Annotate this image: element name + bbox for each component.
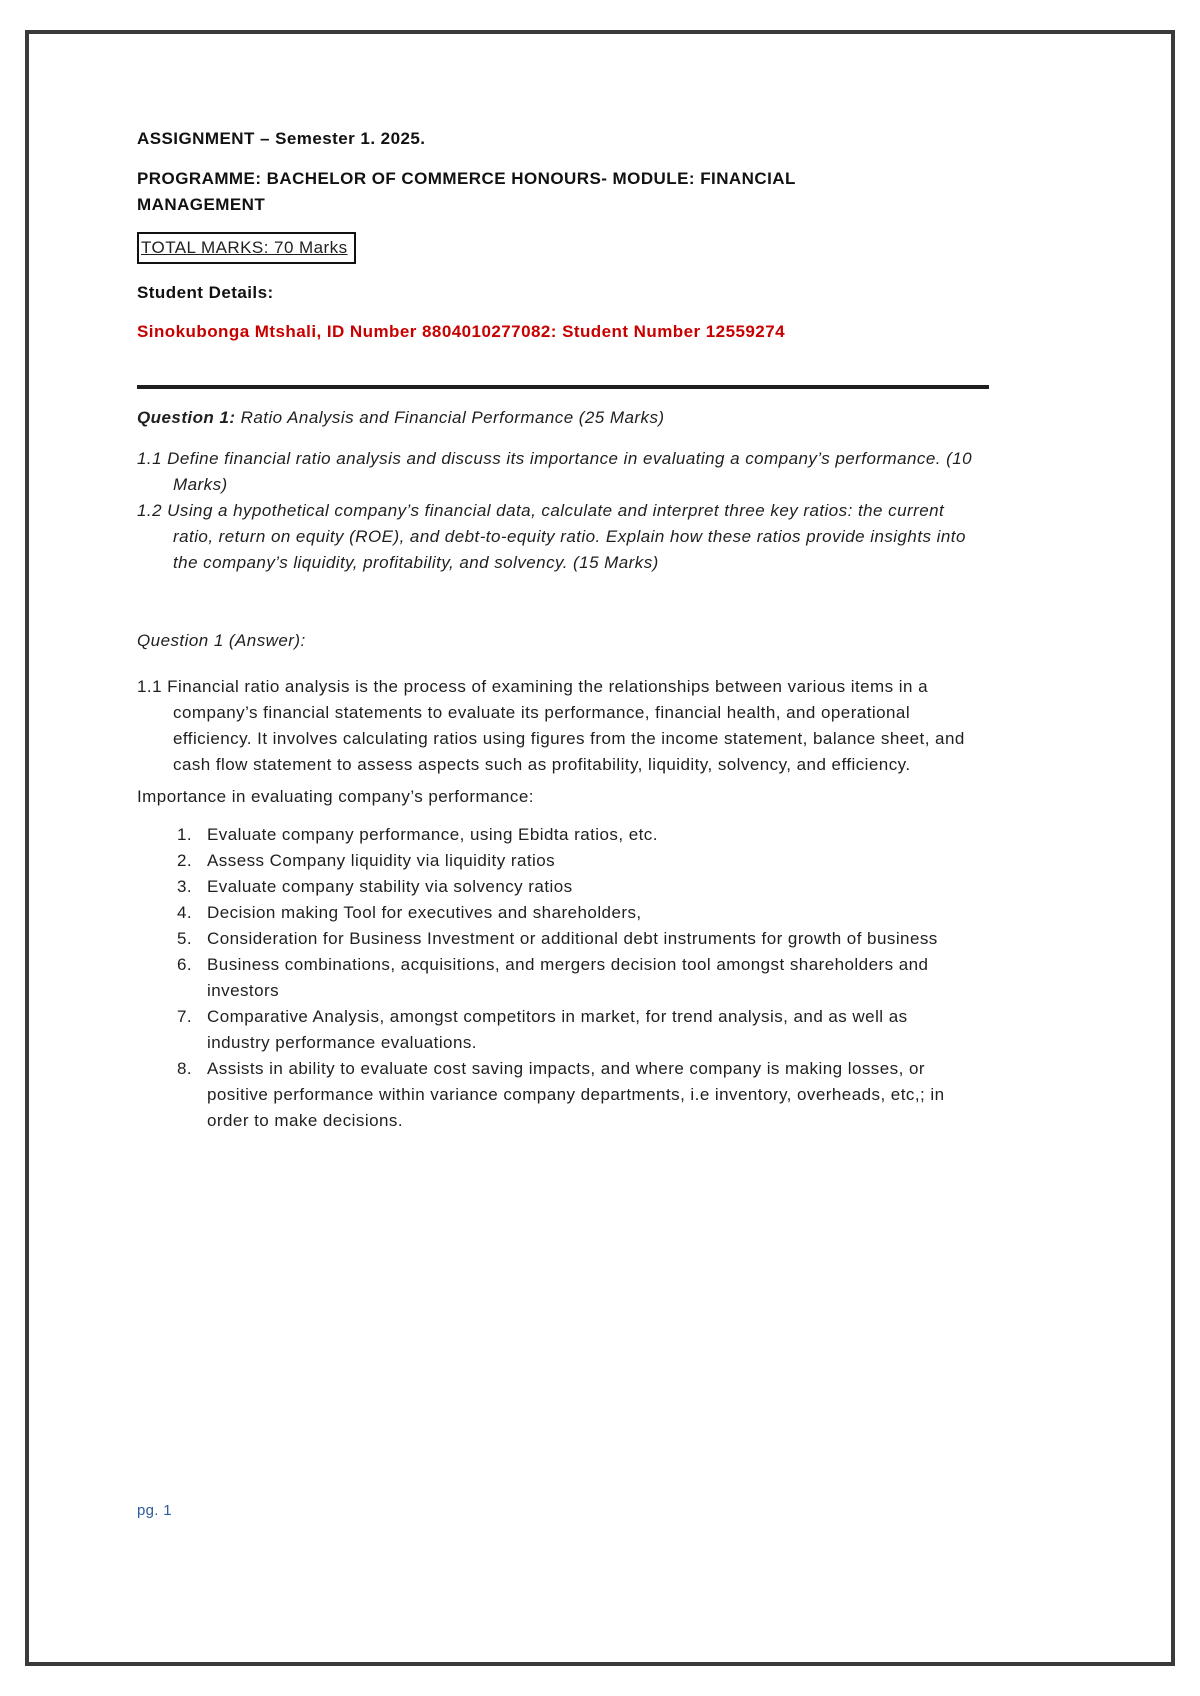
list-item-number: 6. — [177, 955, 193, 974]
list-item-number: 4. — [177, 903, 193, 922]
list-item-text: Decision making Tool for executives and shareholders, — [207, 903, 642, 922]
list-item — [177, 900, 967, 926]
importance-list — [177, 822, 967, 1134]
question1-title: Ratio Analysis and Financial Performance (25 Marks) — [235, 408, 665, 427]
list-item-number: 5. — [177, 929, 193, 948]
answer-paragraph-1-1: 1.1 Financial ratio analysis is the process of examining the relationships between various items in a company’s financial statements to evaluate its performance, financial health, and operational efficiency. It involves calculating ratios using figures from the income statement, balance sheet, and cash flow statement to assess aspects such as profitability, liquidity, solvency, and efficiency. — [137, 677, 965, 774]
list-item-text: Comparative Analysis, amongst competitors in market, for trend analysis, and as well as industry performance evaluations. — [207, 1007, 908, 1052]
list-item — [177, 874, 967, 900]
list-item-number: 1. — [177, 825, 193, 844]
question1-label: Question 1: — [137, 408, 236, 427]
list-item-text: Consideration for Business Investment or additional debt instruments for growth of business — [207, 929, 938, 948]
list-item-number: 7. — [177, 1007, 193, 1026]
list-item — [177, 1056, 967, 1134]
assignment-title: ASSIGNMENT – Semester 1. 2025. — [137, 129, 426, 148]
question1-heading — [137, 405, 989, 431]
page-number: pg. 1 — [137, 1502, 172, 1519]
page-border-frame — [25, 30, 1175, 1666]
list-item-text: Assess Company liquidity via liquidity ratios — [207, 851, 556, 870]
total-marks-label: TOTAL MARKS: 70 Marks — [137, 232, 356, 264]
question-item-1-1: 1.1 Define financial ratio analysis and discuss its importance in evaluating a company’s performance. (10 Marks) — [137, 449, 973, 494]
list-item-number: 2. — [177, 851, 193, 870]
list-item — [177, 952, 967, 1004]
student-details-label: Student Details: — [137, 283, 274, 302]
document-content — [29, 34, 989, 1134]
list-item — [177, 1004, 967, 1056]
question-item-1-2: 1.2 Using a hypothetical company’s financial data, calculate and interpret three key ratios: the current ratio, return on equity (ROE), and debt-to-equity ratio. Explain how these ratios provide insights into the company’s liquidity, profitability, and solvency. (15 Marks) — [137, 501, 966, 572]
list-item-number: 8. — [177, 1059, 193, 1078]
answer-heading: Question 1 (Answer): — [137, 631, 306, 650]
list-item-text: Evaluate company performance, using Ebidta ratios, etc. — [207, 825, 658, 844]
programme-line-2: MANAGEMENT — [137, 195, 266, 214]
list-item — [177, 848, 967, 874]
student-info-line: Sinokubonga Mtshali, ID Number 8804010277082: Student Number 12559274 — [137, 322, 785, 341]
section-divider — [137, 385, 989, 389]
list-item-text: Assists in ability to evaluate cost saving impacts, and where company is making losses, or positive performance within variance company departments, i.e inventory, overheads, etc,; in order to make decisions. — [207, 1059, 945, 1130]
programme-line-1: PROGRAMME: BACHELOR OF COMMERCE HONOURS- MODULE: FINANCIAL — [137, 169, 796, 188]
list-item-text: Business combinations, acquisitions, and mergers decision tool amongst shareholders and investors — [207, 955, 929, 1000]
list-item — [177, 822, 967, 848]
importance-heading: Importance in evaluating company’s performance: — [137, 787, 534, 806]
list-item-number: 3. — [177, 877, 193, 896]
list-item — [177, 926, 967, 952]
list-item-text: Evaluate company stability via solvency ratios — [207, 877, 573, 896]
total-marks-row — [137, 232, 989, 264]
programme-heading — [137, 166, 989, 218]
